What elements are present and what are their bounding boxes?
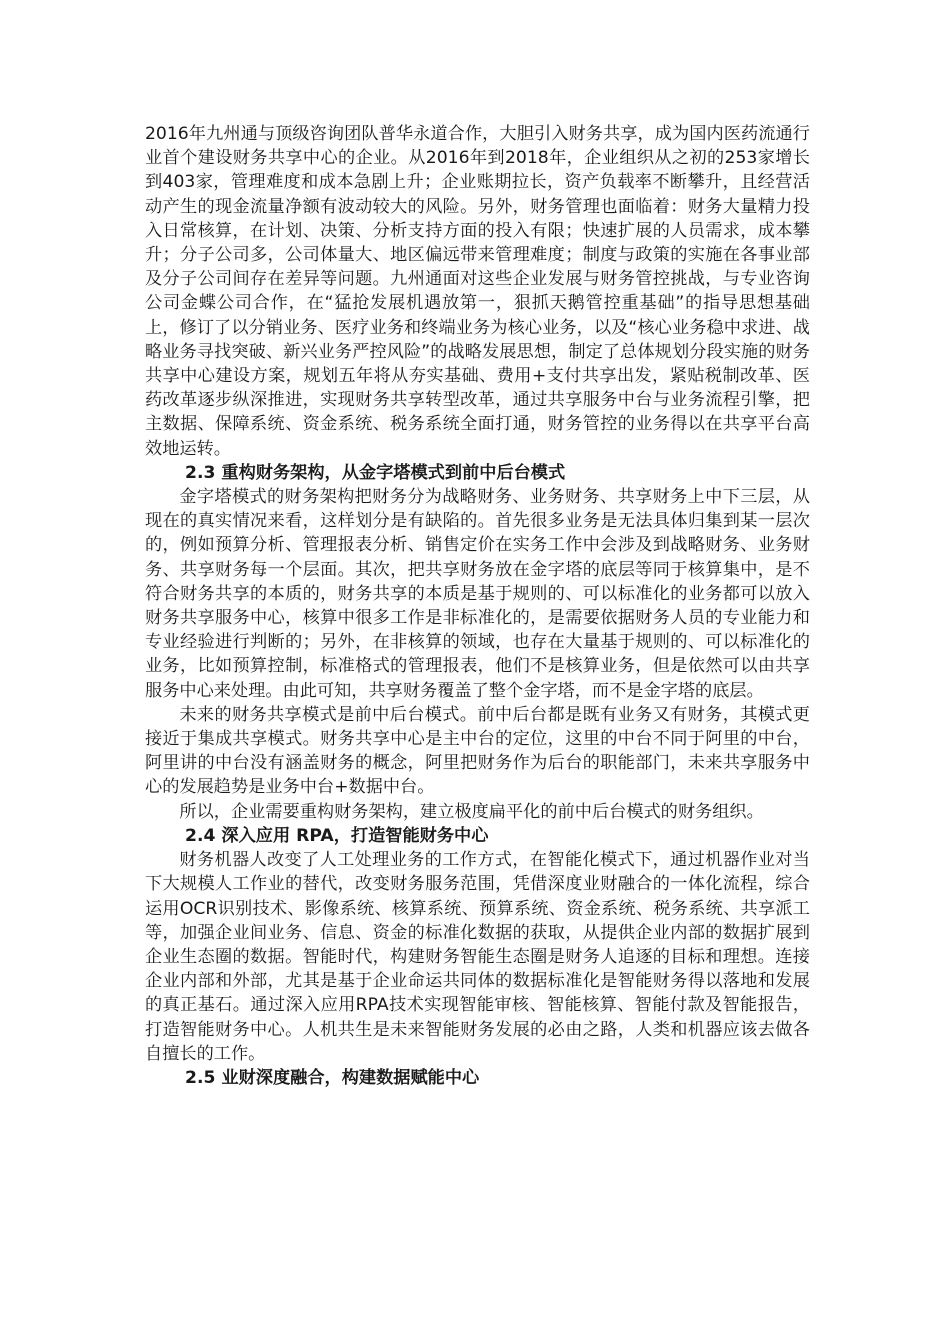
paragraph-conclusion-architecture: 所以，企业需要重构财务架构，建立极度扁平化的前中后台模式的财务组织。 [179,801,764,822]
section-heading-2-5: 2.5 业财深度融合，构建数据赋能中心 [185,1067,480,1088]
paragraph-pyramid-model: 金字塔模式的财务架构把财务分为战略财务、业务财务、共享财务上中下三层，从现在的真实情况来看，这样划分是有缺陷的。首先很多业务是无法具体归集到某一层次的，例如预算分析、管理报表分析、销售定价在实务工作中会涉及到战略财务、业务财务、共享财务每一个层面。其次，把共享财务放在金字塔的底层等同于核算集中，是不符合财务共享的本质的，财务共享的本质是基于规则的、可以标准化的业务都可以放入财务共享服务中心，核算中很多工作是非标准化的，是需要依据财务人员的专业能力和专业经验进行判断的；另外，在非核算的领域，也存在大量基于规则的、可以标准化的业务，比如预算控制，标准格式的管理报表，他们不是核算业务，但是依然可以由共享服务中心来处理。由此可知，共享财务覆盖了整个金字塔，而不是金字塔的底层。 [145,487,810,701]
section-heading-2-3: 2.3 重构财务架构，从金字塔模式到前中后台模式 [185,462,566,483]
paragraph-jiuzhoutong-case: 2016年九州通与顶级咨询团队普华永道合作，大胆引入财务共享，成为国内医药流通行业首个建设财务共享中心的企业。从2016年到2018年，企业组织从之初的253家增长到403家，管理难度和成本急剧上升；企业账期拉长，资产负载率不断攀升，且经营活动产生的现金流量净额有波动较大的风险。另外，财务管理也面临着：财务大量精力投入日常核算，在计划、决策、分析支持方面的投入有限；快速扩展的人员需求，成本攀升；分子公司多，公司体量大、地区偏远带来管理难度；制度与政策的实施在各事业部及分子公司间存在差异等问题。九州通面对这些企业发展与财务管控挑战，与专业咨询公司金蝶公司合作，在“猛抢发展机遇放第一，狠抓天鹅管控重基础”的指导思想基础上，修订了以分销业务、医疗业务和终端业务为核心业务，以及“核心业务稳中求进、战略业务寻找突破、新兴业务严控风险”的战略发展思想，制定了总体规划分段实施的财务共享中心建设方案，规划五年将从夯实基础、费用+支付共享出发，紧贴税制改革、医药改革逐步纵深推进，实现财务共享转型改革，通过共享服务中台与业务流程引擎，把主数据、保障系统、资金系统、税务系统全面打通，财务管控的业务得以在共享平台高效地运转。 [145,124,810,459]
document-page [145,122,810,1090]
paragraph-rpa: 财务机器人改变了人工处理业务的工作方式，在智能化模式下，通过机器作业对当下大规模人工作业的替代，改变财务服务范围，凭借深度业财融合的一体化流程，综合运用OCR识别技术、影像系统、核算系统、预算系统、资金系统、税务系统、共享派工等，加强企业间业务、信息、资金的标准化数据的获取，从提供企业内部的数据扩展到企业生态圈的数据。智能时代，构建财务智能生态圈是财务人追逐的目标和理想。连接企业内部和外部，尤其是基于企业命运共同体的数据标准化是智能财务得以落地和发展的真正基石。通过深入应用RPA技术实现智能审核、智能核算、智能付款及智能报告，打造智能财务中心。人机共生是未来智能财务发展的必由之路，人类和机器应该去做各自擅长的工作。 [145,850,810,1064]
paragraph-front-middle-back: 未来的财务共享模式是前中后台模式。前中后台都是既有业务又有财务，其模式更接近于集成共享模式。财务共享中心是主中台的定位，这里的中台不同于阿里的中台，阿里讲的中台没有涵盖财务的概念，阿里把财务作为后台的职能部门，未来共享服务中心的发展趋势是业务中台+数据中台。 [145,704,810,798]
section-heading-2-4: 2.4 深入应用 RPA，打造智能财务中心 [185,825,489,846]
